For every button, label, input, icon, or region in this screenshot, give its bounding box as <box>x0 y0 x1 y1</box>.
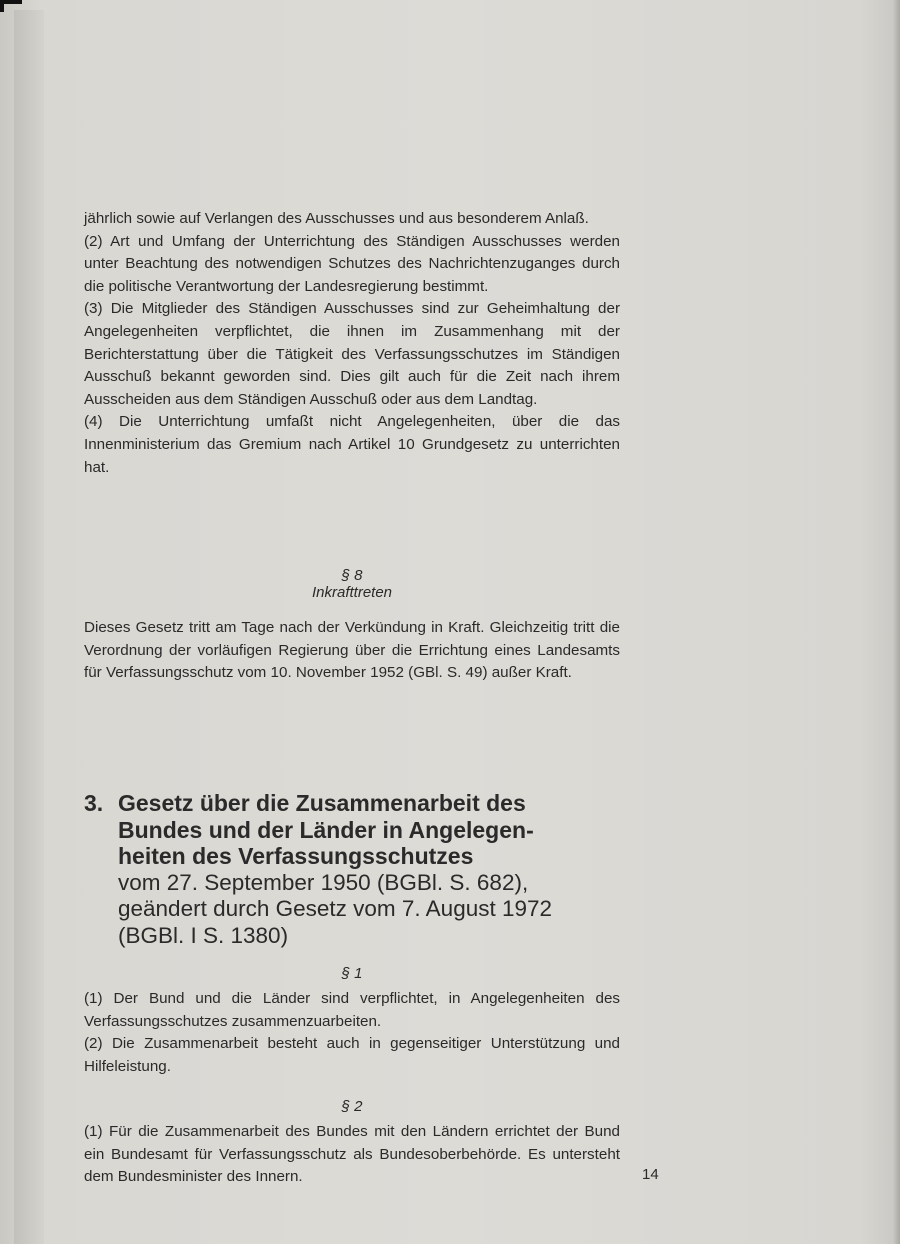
section-1-paragraph-1: (1) Der Bund und die Länder sind verpflichtet, in Angelegenheiten des Verfassungsschutzes zusammenzuarbeiten. <box>84 990 620 1030</box>
section-2-paragraph-1: (1) Für die Zusammenarbeit des Bundes mit den Ländern errichtet der Bund ein Bundesamt für Verfassungsschutz als Bundesoberbehörde. Es untersteht dem Bundesminister des Innern. <box>84 1123 620 1186</box>
page-edge-shadow <box>892 0 900 1244</box>
section-2-heading <box>84 1098 620 1115</box>
paragraph-3: (3) Die Mitglieder des Ständigen Ausschusses sind zur Geheimhaltung der Angelegenheiten verpflichtet, die ihnen im Zusammenhang mit der Berichterstattung über die Tätigkeit des Verfassungsschutzes im Ständigen Ausschuß bekannt geworden sind. Dies gilt auch für die Zeit nach ihrem Ausscheiden aus dem Ständigen Ausschuß oder aus dem Landtag. <box>84 300 620 408</box>
section-8-heading <box>84 567 620 601</box>
heading-title-line-3: heiten des Verfassungsschutzes <box>118 843 474 869</box>
heading-number: 3. <box>84 790 104 816</box>
paragraphs-top <box>84 208 620 479</box>
paragraph-2: (2) Art und Umfang der Unterrichtung des Ständigen Ausschusses werden unter Beachtung des notwendigen Schutzes des Nachrichtenzuganges durch die politische Verantwortung der Landesregierung bestimmt. <box>84 232 620 295</box>
section-1-heading <box>84 965 620 982</box>
heading-sub-line-1: vom 27. September 1950 (BGBl. S. 682), <box>118 869 529 895</box>
section-1-paragraph-2: (2) Die Zusammenarbeit besteht auch in gegenseitiger Unterstützung und Hilfeleistung. <box>84 1035 620 1075</box>
heading-sub-line-2: geändert durch Gesetz vom 7. August 1972 <box>118 896 553 921</box>
paragraph-4: (4) Die Unterrichtung umfaßt nicht Angelegenheiten, über die das Innenministerium das Gremium nach Artikel 10 Grundgesetz zu unterrichten hat. <box>84 413 620 476</box>
scan-corner-mark <box>0 0 22 12</box>
page-binding-shadow <box>14 10 44 1244</box>
law-heading <box>84 790 624 949</box>
section-8-body <box>84 617 620 685</box>
section-8-title: Inkrafttreten <box>311 584 393 601</box>
section-2-number: § 2 <box>341 1098 363 1115</box>
page-number: 14 <box>642 1166 659 1183</box>
section-8-text: Dieses Gesetz tritt am Tage nach der Verkündung in Kraft. Gleichzeitig tritt die Verordnung der vorläufigen Regierung über die Errichtung eines Landesamts für Verfassungsschutz vom 10. November 1952 (GBl. S. 49) außer Kraft. <box>84 619 620 682</box>
heading-title-line-2: Bundes und der Länder in Angelegen- <box>118 816 534 843</box>
paragraph-continuation: jährlich sowie auf Verlangen des Ausschusses und aus besonderem Anlaß. <box>84 210 589 227</box>
section-8-number: § 8 <box>341 567 363 584</box>
section-2-body <box>84 1121 620 1189</box>
section-1-number: § 1 <box>341 965 363 982</box>
heading-title-line-1: Gesetz über die Zusammenarbeit des <box>118 790 526 816</box>
heading-sub-line-3: (BGBl. I S. 1380) <box>118 922 289 948</box>
section-1-body <box>84 988 620 1078</box>
